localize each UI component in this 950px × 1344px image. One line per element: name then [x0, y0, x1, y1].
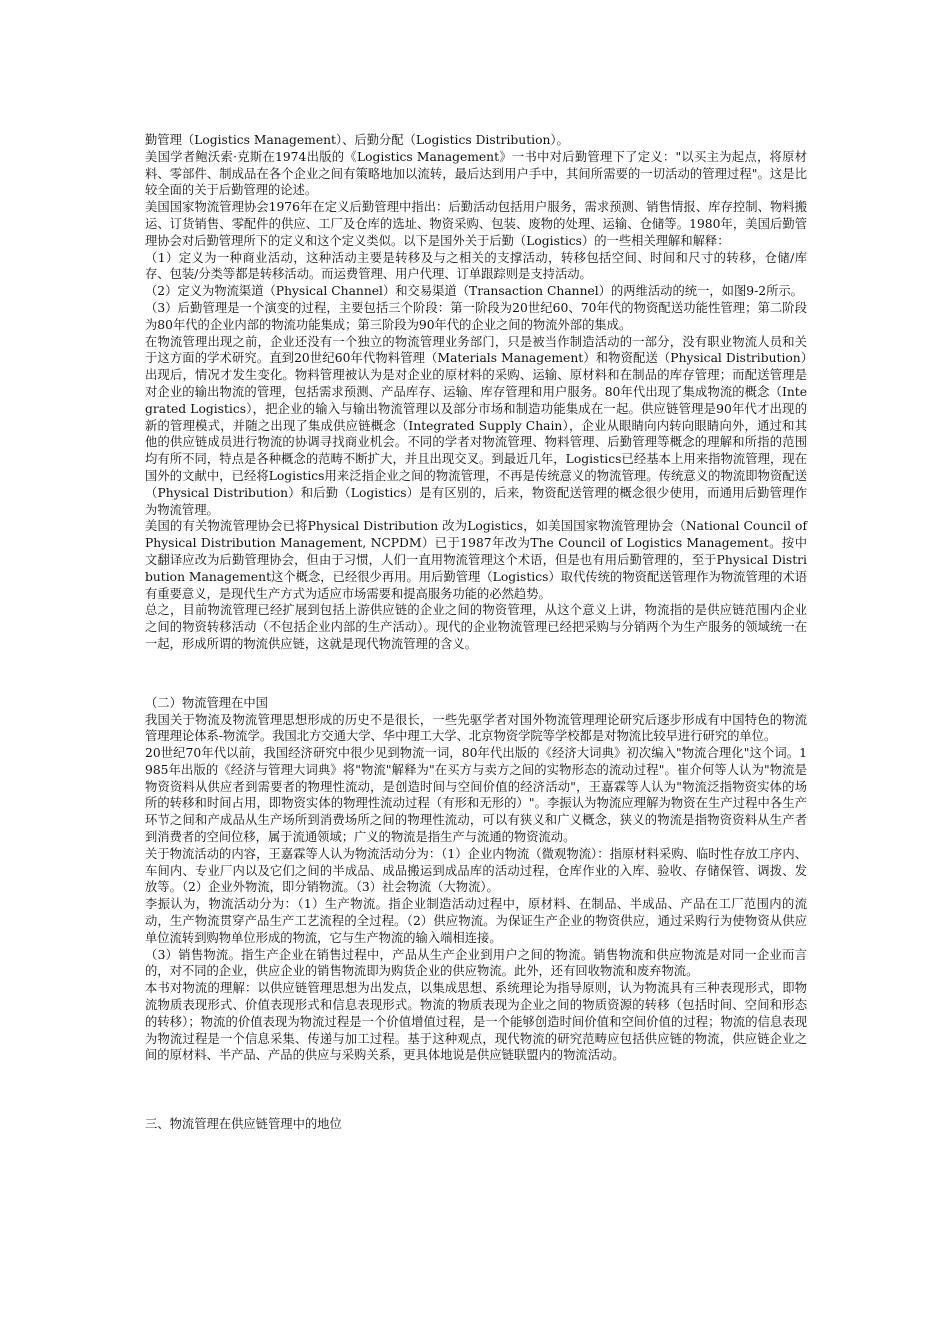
section-heading: （二）物流管理在中国 [145, 695, 268, 710]
paragraph: 李振认为，物流活动分为：（1）生产物流。指企业制造活动过程中，原材料、在制品、半成品、产品在工厂范围内的流动，生产物流贯穿产品生产工艺流程的全过程。（2）供应物流。为保证生产企业的物资供应，通过采购行为使物资从供应单位流转到购物单位形成的物流，它与生产物流的输入端相连接。 [145, 897, 807, 945]
paragraph: 20世纪70年代以前，我国经济研究中很少见到物流一词，80年代出版的《经济大词典》初次编入"物流合理化"这个词。1985年出版的《经济与管理大词典》将"物流"解释为"在买方与卖方之间的实物形态的流动过程"。崔介何等人认为"物流是物资资料从供应者到需要者的物理性流动，是创造时间与空间价值的经济活动"，王嘉霖等人认为"物流泛指物资实体的场所的转移和时间占用，即物资实体的物理性流动过程（有形和无形的）"。李振认为物流应理解为物资在生产过程中各生产环节之间和产成品从生产场所到消费场所之间的物理性流动，可以有狭义和广义概念，狭义的物流是指物资资料从生产者到消费者的空间位移，属于流通领域；广义的物流是指生产与流通的物资流动。 [145, 746, 807, 845]
paragraph: 我国关于物流及物流管理思想形成的历史不是很长，一些先驱学者对国外物流管理理论研究后逐步形成有中国特色的物流管理理论体系-物流学。我国北方交通大学、华中理工大学、北京物资学院等学校都是对物流比较早进行研究的单位。 [145, 712, 807, 744]
list-item-definition-1: （1）定义为一种商业活动，这种活动主要是转移及与之相关的支撑活动，转移包括空间、时间和尺寸的转移，仓储/库存、包装/分类等都是转移活动。而运费管理、用户代理、订单跟踪则是支持活动。 [145, 250, 807, 282]
paragraph: 美国的有关物流管理协会已将Physical Distribution 改为Logistics，如美国国家物流管理协会（National Council ofPhysical Distribution Management, NCPDM）已于1987年改为The Council of Logistics Management。按中文翻译应改为后勤管理协会，但由于习惯，人们一直用物流管理这个术语，但是也有用后勤管理的，至于Physical Distribution Management这个概念，已经很少再用。用后勤管理（Logistics）取代传统的物资配送管理作为物流管理的术语有重要意义，是现代生产方式为适应市场需要和提高服务功能的必然趋势。 [145, 519, 807, 601]
section-logistics-in-china [145, 695, 807, 1065]
list-item-definition-3: （3）后勤管理是一个演变的过程，主要包括三个阶段：第一阶段为20世纪60、70年代的物资配送功能性管理；第二阶段为80年代的企业内部的物流功能集成；第三阶段为90年代的企业之间的物流外部的集成。 [145, 300, 807, 332]
paragraph: 本书对物流的理解：以供应链管理思想为出发点，以集成思想、系统理论为指导原则，认为物流具有三种表现形式，即物流物质表现形式、价值表现形式和信息表现形式。物流的物质表现为企业之间的物质资源的转移（包括时间、空间和形态的转移）；物流的价值表现为物流过程是一个价值增值过程，是一个能够创造时间价值和空间价值的过程；物流的信息表现为物流过程是一个信息采集、传递与加工过程。基于这种观点，现代物流的研究范畴应包括供应链的物流，供应链企业之间的原材料、半产品、产品的供应与采购关系，更具体地说是供应链联盟内的物流活动。 [145, 981, 807, 1063]
paragraph: 总之，目前物流管理已经扩展到包括上游供应链的企业之间的物资管理，从这个意义上讲，物流指的是供应链范围内企业之间的物资转移活动（不包括企业内部的生产活动）。现代的企业物流管理已经把采购与分销两个为生产服务的领域统一在一起，形成所谓的物流供应链，这就是现代物流管理的含义。 [145, 603, 807, 651]
document-page [145, 132, 807, 1133]
paragraph: （3）销售物流。指生产企业在销售过程中，产品从生产企业到用户之间的物流。销售物流和供应物流是对同一企业而言的，对不同的企业，供应企业的销售物流即为购货企业的供应物流。此外，还有回收物流和废弃物流。 [145, 947, 807, 979]
paragraph: 关于物流活动的内容，王嘉霖等人认为物流活动分为：（1）企业内物流（微观物流）：指原材料采购、临时性存放工序内、车间内、专业厂内以及它们之间的半成品、成品搬运到成品库的活动过程，仓库作业的入库、验收、存储保管、调拨、发放等。（2）企业外物流，即分销物流。（3）社会物流（大物流）。 [145, 846, 807, 895]
paragraph: 美国学者鲍沃索·克斯在1974出版的《Logistics Management》一书中对后勤管理下了定义："以买主为起点，将原材料、零部件、制成品在各个企业之间有策略地加以流转，最后达到用户手中，其间所需要的一切活动的管理过程"。这是比较全面的关于后勤管理的论述。 [145, 149, 807, 198]
list-item-definition-2: （2）定义为物流渠道（Physical Channel）和交易渠道（Transaction Channel）的两维活动的统一，如图9-2所示。 [145, 284, 803, 299]
spacer [145, 1064, 807, 1116]
section-logistics-definitions [145, 132, 807, 653]
paragraph: 勤管理（Logistics Management）、后勤分配（Logistics Distribution）。 [145, 133, 569, 147]
spacer [145, 653, 807, 695]
paragraph: 在物流管理出现之前，企业还没有一个独立的物流管理业务部门，只是被当作制造活动的一部分，没有职业物流人员和关于这方面的学术研究。直到20世纪60年代物料管理（Materials Management）和物资配送（Physical Distribution）出现后，情况才发生变化。物料管理被认为是对企业的原材料的采购、运输、原材料和在制品的库存管理；而配送管理是对企业的输出物流的管理，包括需求预测、产品库存、运输、库存管理和用户服务。80年代出现了集成物流的概念（Integrated Logistics），把企业的输入与输出物流管理以及部分市场和制造功能集成在一起。供应链管理是90年代才出现的新的管理模式，并随之出现了集成供应链概念（Integrated Supply Chain），企业从眼睛向内转向眼睛向外，通过和其他的供应链成员进行物流的协调寻找商业机会。不同的学者对物流管理、物料管理、后勤管理等概念的理解和所指的范围均有所不同，特点是各种概念的范畴不断扩大，并且出现交叉。到最近几年，Logistics已经基本上用来指物流管理，现在国外的文献中，已经将Logistics用来泛指企业之间的物流管理，不再是传统意义的物流管理。传统意义的物流即物资配送（Physical Distribution）和后勤（Logistics）是有区别的，后来，物资配送管理的概念很少使用，而通用后勤管理作为物流管理。 [145, 334, 807, 517]
section-heading: 三、物流管理在供应链管理中的地位 [145, 1117, 342, 1132]
paragraph: 美国国家物流管理协会1976年在定义后勤管理中指出：后勤活动包括用户服务，需求预测、销售情报、库存控制、物料搬运、订货销售、零配件的供应、工厂及仓库的选址、物资采购、包装、废物的处理、运输、仓储等。1980年，美国后勤管理协会对后勤管理所下的定义和这个定义类似。以下是国外关于后勤（Logistics）的一些相关理解和解释： [145, 200, 807, 248]
